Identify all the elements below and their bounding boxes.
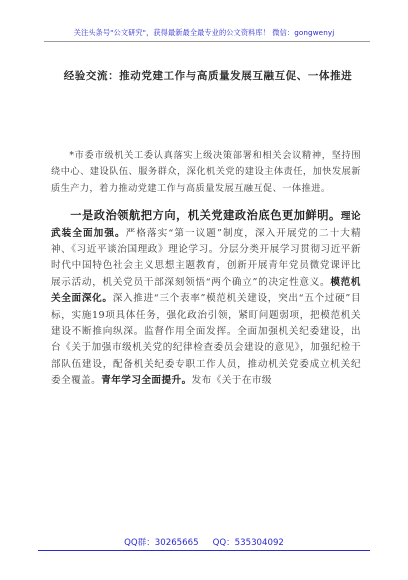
section-one-heading: 一是政治领航把方向，机关党建政治底色更加鲜明。 bbox=[70, 208, 341, 223]
footer-divider bbox=[38, 550, 370, 551]
intro-paragraph: *市委市级机关工委认真落实上级决策部署和相关会议精神，坚持围绕中心、建设队伍、服务群众，深化机关党的建设主体责任，加快发展新质生产力，着力推动党建工作与高质量发展互融互促、一体推进。 bbox=[51, 150, 361, 194]
footer-qq-group[interactable]: QQ群：30265665 bbox=[124, 538, 199, 548]
sub-text-theory: 严格落实“第一议题”制度，深入开展党的二十大精神、《习近平谈治国理政》理论学习。分层分类开展学习贯彻习近平新时代中国特色社会主义思想主题教育，创新开展青年党员微党课评比展示活动，机关党员干部深刻领悟“两个确立”的决定性意义。 bbox=[51, 227, 361, 288]
section-one-paragraph bbox=[51, 207, 361, 389]
sub-heading-youth-study: 青年学习全面提升。 bbox=[101, 375, 192, 387]
document-body bbox=[51, 148, 361, 390]
footer-contact bbox=[0, 536, 408, 548]
sub-text-youth-study: 发布《关于在市级 bbox=[191, 375, 272, 387]
footer-qq-number[interactable]: QQ：535304092 bbox=[212, 538, 284, 548]
header-promo-banner[interactable]: 关注头条号"公文研究"，获得最新最全最专业的公文资料库！ 微信：gongwenyj bbox=[73, 28, 335, 37]
sub-heading-model-organ: 模范机关全面深化。 bbox=[51, 276, 361, 305]
header-divider bbox=[44, 41, 370, 42]
sub-text-model-organ: 深入推进“三个表率”模范机关建设，突出“五个过硬”目标，实施19项具体任务，强化政治引领，紧盯问题弱项，把模范机关建设不断推向纵深。监督作用全面发挥。全面加强机关纪委建设，出台《关于加强市级机关党的纪律检查委员会建设的意见》，加强纪检干部队伍建设，配备机关纪委专职工作人员，推动机关党委成立机关纪委全覆盖。 bbox=[51, 293, 361, 387]
sub-heading-theory: 理论武装全面加强。 bbox=[51, 211, 361, 239]
document-title: 经验交流：推动党建工作与高质量发展互融互促、一体推进 bbox=[63, 70, 353, 82]
